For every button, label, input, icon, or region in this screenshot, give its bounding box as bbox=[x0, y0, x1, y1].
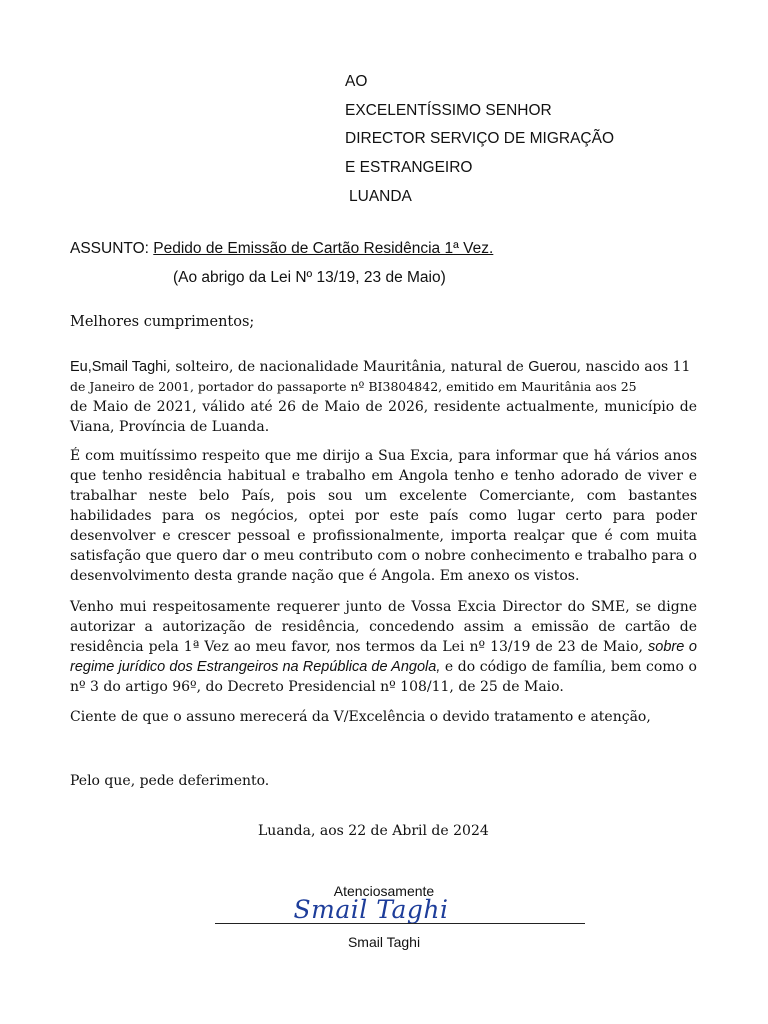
birthplace: Guerou bbox=[528, 359, 577, 375]
paragraph-text: e do código de família, bem como o nº 3 do artigo 96º, do Decreto Presidencial nº 108/11, de 25 de Maio. bbox=[70, 659, 697, 695]
request-line: Pelo que, pede deferimento. bbox=[70, 773, 270, 789]
applicant-intro: Eu,Smail Taghi bbox=[70, 359, 167, 375]
place-date: Luanda, aos 22 de Abril de 2024 bbox=[258, 823, 489, 839]
addressee-city: LUANDA bbox=[349, 188, 412, 205]
law-reference: sobre o regime jurídico dos Estrangeiros na República de Angola, bbox=[70, 639, 697, 675]
subject-label: ASSUNTO: bbox=[70, 240, 149, 257]
passport-details: de Janeiro de 2001, portador do passaporte nº BI3804842, emitido em Mauritânia aos 25 bbox=[70, 379, 637, 394]
greeting: Melhores cumprimentos; bbox=[70, 314, 255, 330]
signature-line bbox=[215, 923, 585, 924]
subject-note: (Ao abrigo da Lei Nº 13/19, 23 de Maio) bbox=[173, 269, 446, 286]
subject-text: Pedido de Emissão de Cartão Residência 1ª Vez. bbox=[153, 240, 494, 257]
paragraph-motivation: É com muitíssimo respeito que me dirijo a Sua Excia, para informar que há vários anos que tenho residência habitual e trabalho em Angola tenho e tenho adorado de viver e trabalhar neste belo País, pois sou um excelente Comerciante, com bastantes habilidades para os negócios, optei por este país como lugar certo para poder desenvolver e crescer pessoal e profissionalmente, importa realçar que é com muita satisfação que quero dar o meu contributo com o nobre conhecimento e trabalho para o desenvolvimento desta grande nação que é Angola. Em anexo os vistos. bbox=[70, 448, 697, 584]
paragraph-text: Venho mui respeitosamente requerer junto de Vossa Excia Director do SME, se digne autorizar a autorização de residência, concedendo assim a emissão de cartão de residência pela 1ª Vez ao meu favor, nos termos da Lei nº 13/19 de 23 de Maio, bbox=[70, 599, 697, 655]
signer-name: Smail Taghi bbox=[347, 934, 421, 950]
handwritten-signature: Smail Taghi bbox=[293, 895, 449, 924]
closing-line: Ciente de que o assuno merecerá da V/Excelência o devido tratamento e atenção, bbox=[70, 709, 651, 725]
paragraph-text: de Maio de 2021, válido até 26 de Maio de 2026, residente actualmente, município de Viana, Província de Luanda. bbox=[70, 399, 697, 435]
subject-line bbox=[70, 240, 493, 258]
addressee-line-1: AO bbox=[345, 73, 368, 90]
addressee-line-3: DIRECTOR SERVIÇO DE MIGRAÇÃO bbox=[345, 130, 614, 147]
paragraph-request bbox=[70, 597, 697, 697]
paragraph-text: , solteiro, de nacionalidade Mauritânia, natural de bbox=[166, 359, 529, 375]
addressee-line-4: E ESTRANGEIRO bbox=[345, 159, 473, 176]
paragraph-text: , nascido aos 11 bbox=[576, 359, 691, 375]
sign-off: Atenciosamente bbox=[333, 883, 435, 899]
paragraph-identification bbox=[70, 357, 697, 437]
addressee-line-2: EXCELENTÍSSIMO SENHOR bbox=[345, 102, 552, 119]
